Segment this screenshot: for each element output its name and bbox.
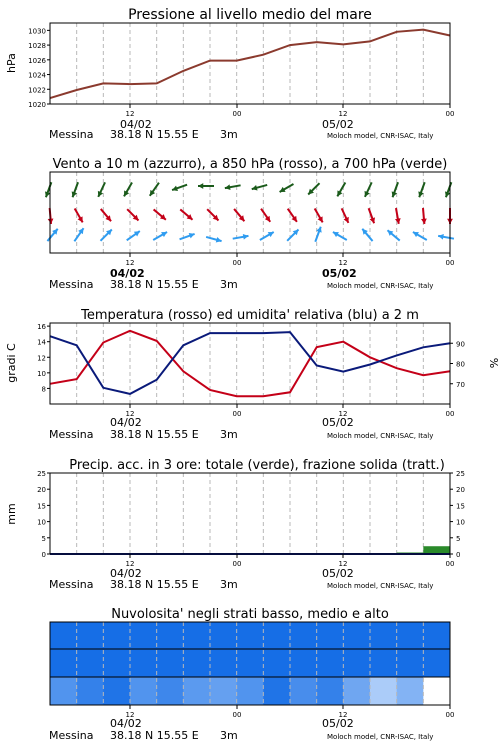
y-tick-label: 5 <box>456 534 461 543</box>
cloud-date-1: 04/02 <box>110 717 142 730</box>
cloud-cell <box>263 649 290 677</box>
cloud-cell <box>263 677 290 705</box>
y-tick-label: 10 <box>37 369 46 378</box>
y-tick-label: 5 <box>41 534 46 543</box>
cloud-cell <box>343 649 370 677</box>
temp-coords: 38.18 N 15.55 E <box>110 428 199 441</box>
pressure-elev: 3m <box>220 128 238 141</box>
x-tick-label: 00 <box>232 711 242 719</box>
precip-coords: 38.18 N 15.55 E <box>110 578 199 591</box>
cloud-cell <box>77 649 104 677</box>
cloud-cell <box>423 622 450 649</box>
cloud-cell <box>290 649 317 677</box>
x-tick-label: 12 <box>338 259 348 267</box>
pressure-line <box>50 30 450 99</box>
temp-panel <box>5 308 500 441</box>
temp-date-2: 05/02 <box>322 416 354 429</box>
wind-10m-arrow <box>438 234 454 240</box>
precip-frame <box>50 473 450 554</box>
wind-850-arrow <box>315 209 323 223</box>
x-tick-label: 12 <box>338 410 348 418</box>
cloud-cell <box>397 677 424 705</box>
wind-title: Vento a 10 m (azzurro), a 850 hPa (rosso), a 700 hPa (verde) <box>52 157 448 172</box>
cloud-cell <box>290 677 317 705</box>
wind-850-arrow <box>207 209 218 220</box>
wind-date-2: 05/02 <box>322 267 357 280</box>
y-tick-label: 1020 <box>28 101 46 109</box>
cloud-cell <box>183 622 210 649</box>
x-tick-label: 00 <box>232 259 242 267</box>
wind-700-arrow <box>198 183 214 189</box>
y-tick-label: 16 <box>37 323 46 332</box>
y-tick-label: 10 <box>456 518 465 527</box>
pressure-ylabel: hPa <box>5 53 18 73</box>
temp-elev: 3m <box>220 428 238 441</box>
cloud-panel <box>49 607 454 742</box>
cloud-cell <box>210 622 237 649</box>
humidity-line <box>50 332 450 394</box>
cloud-cell <box>77 622 104 649</box>
pressure-panel <box>5 7 454 141</box>
wind-frame <box>50 172 450 253</box>
temp-title: Temperatura (rosso) ed umidita' relativa (blu) a 2 m <box>81 308 419 323</box>
wind-850-arrow <box>234 209 244 221</box>
wind-10m-arrow <box>153 232 167 240</box>
x-tick-label: 00 <box>232 410 242 418</box>
wind-700-arrow <box>280 184 294 192</box>
x-tick-label: 00 <box>445 711 455 719</box>
cloud-cell <box>183 677 210 705</box>
cloud-title: Nuvolosita' negli strati basso, medio e alto <box>111 607 389 622</box>
wind-model: Moloch model, CNR-ISAC, Italy <box>327 282 434 290</box>
temp-ylabel: gradi C <box>5 343 18 383</box>
cloud-cell <box>183 649 210 677</box>
cloud-coords: 38.18 N 15.55 E <box>110 729 199 742</box>
cloud-cell <box>397 649 424 677</box>
precip-panel <box>5 458 465 591</box>
y-tick-label: 25 <box>37 470 46 478</box>
wind-850-arrow <box>101 209 111 221</box>
y-tick-label: 10 <box>37 518 46 527</box>
wind-10m-arrow <box>362 229 372 241</box>
wind-700-arrow <box>172 185 187 191</box>
wind-700-arrow <box>365 182 372 197</box>
wind-850-arrow <box>395 208 401 224</box>
y-tick-label: 80 <box>456 360 465 369</box>
wind-850-arrow <box>288 209 297 222</box>
y-tick-label: 1026 <box>28 56 46 65</box>
x-tick-label: 00 <box>232 560 242 568</box>
cloud-site: Messina <box>49 729 94 742</box>
precip-date-2: 05/02 <box>322 567 354 580</box>
y-tick-label: 1022 <box>28 86 46 95</box>
precip-model: Moloch model, CNR-ISAC, Italy <box>327 582 434 590</box>
wind-700-arrow <box>308 183 319 194</box>
x-tick-label: 00 <box>232 110 242 118</box>
wind-850-arrow <box>180 209 192 219</box>
cloud-cell <box>290 622 317 649</box>
y-tick-label: 20 <box>37 486 46 495</box>
humidity-ylabel: % <box>487 357 500 369</box>
y-tick-label: 20 <box>456 486 465 495</box>
y-tick-label: 90 <box>456 340 465 349</box>
wind-700-arrow <box>98 182 105 197</box>
pressure-date-2: 05/02 <box>322 118 354 131</box>
wind-10m-arrow <box>74 228 83 241</box>
pressure-date-1: 04/02 <box>120 118 152 131</box>
cloud-cell <box>157 622 184 649</box>
wind-850-arrow <box>261 209 270 222</box>
precip-date-1: 04/02 <box>110 567 142 580</box>
wind-10m-arrow <box>260 232 274 240</box>
wind-10m-arrow <box>206 237 221 243</box>
cloud-cell <box>50 677 77 705</box>
y-tick-label: 1028 <box>28 42 46 51</box>
precip-ylabel: mm <box>5 503 18 525</box>
wind-coords: 38.18 N 15.55 E <box>110 278 199 291</box>
x-tick-label: 12 <box>125 711 135 719</box>
wind-850-arrow <box>127 209 138 220</box>
cloud-date-2: 05/02 <box>322 717 354 730</box>
x-tick-label: 12 <box>125 560 135 568</box>
wind-site: Messina <box>49 278 94 291</box>
cloud-cell <box>130 677 157 705</box>
y-tick-label: 15 <box>456 502 465 511</box>
wind-10m-arrow <box>413 232 427 240</box>
wind-700-arrow <box>225 184 241 190</box>
cloud-cell <box>423 677 450 705</box>
x-tick-label: 12 <box>125 259 135 267</box>
x-tick-label: 12 <box>125 410 135 418</box>
y-tick-label: 14 <box>37 338 46 347</box>
precip-site: Messina <box>49 578 94 591</box>
x-tick-label: 12 <box>338 560 348 568</box>
cloud-cell <box>77 677 104 705</box>
y-tick-label: 0 <box>41 551 46 559</box>
precip-elev: 3m <box>220 578 238 591</box>
wind-elev: 3m <box>220 278 238 291</box>
wind-850-arrow <box>48 208 54 224</box>
cloud-cell <box>370 649 397 677</box>
cloud-cell <box>103 649 130 677</box>
cloud-cell <box>50 649 77 677</box>
wind-10m-arrow <box>287 230 298 241</box>
wind-10m-arrow <box>47 229 57 241</box>
wind-700-arrow <box>337 183 345 197</box>
x-tick-label: 00 <box>445 410 455 418</box>
cloud-cell <box>397 622 424 649</box>
wind-10m-arrow <box>101 230 112 241</box>
y-tick-label: 0 <box>456 551 461 559</box>
temp-model: Moloch model, CNR-ISAC, Italy <box>327 432 434 440</box>
pressure-coords: 38.18 N 15.55 E <box>110 128 199 141</box>
x-tick-label: 00 <box>445 110 455 118</box>
wind-10m-arrow <box>127 231 140 240</box>
y-tick-label: 12 <box>37 354 46 363</box>
cloud-cell <box>237 649 264 677</box>
precip-title: Precip. acc. in 3 ore: totale (verde), frazione solida (tratt.) <box>69 458 445 473</box>
cloud-cell <box>343 677 370 705</box>
y-tick-label: 1030 <box>28 27 46 36</box>
x-tick-label: 12 <box>338 711 348 719</box>
wind-10m-arrow <box>233 234 249 240</box>
wind-10m-arrow <box>333 232 347 240</box>
cloud-cell <box>370 677 397 705</box>
wind-850-arrow <box>75 209 83 223</box>
pressure-site: Messina <box>49 128 94 141</box>
wind-date-1: 04/02 <box>110 267 145 280</box>
cloud-cell <box>103 677 130 705</box>
wind-700-arrow <box>150 183 159 196</box>
cloud-cell <box>343 622 370 649</box>
y-tick-label: 25 <box>456 470 465 478</box>
y-tick-label: 70 <box>456 380 465 389</box>
wind-850-arrow <box>421 208 427 224</box>
cloud-cell <box>317 649 344 677</box>
x-tick-label: 12 <box>338 110 348 118</box>
cloud-cell <box>210 649 237 677</box>
cloud-elev: 3m <box>220 729 238 742</box>
temperature-line <box>50 331 450 396</box>
cloud-cell <box>237 622 264 649</box>
temp-frame <box>50 323 450 404</box>
wind-700-arrow <box>252 185 267 191</box>
pressure-model: Moloch model, CNR-ISAC, Italy <box>327 132 434 140</box>
wind-850-arrow <box>154 209 166 219</box>
x-tick-label: 00 <box>445 259 455 267</box>
cloud-cell <box>130 622 157 649</box>
cloud-cell <box>263 622 290 649</box>
cloud-cell <box>317 677 344 705</box>
y-tick-label: 15 <box>37 502 46 511</box>
temp-site: Messina <box>49 428 94 441</box>
x-tick-label: 12 <box>125 110 135 118</box>
cloud-cell <box>237 677 264 705</box>
cloud-cell <box>370 622 397 649</box>
cloud-model: Moloch model, CNR-ISAC, Italy <box>327 733 434 741</box>
cloud-cell <box>130 649 157 677</box>
cloud-cell <box>317 622 344 649</box>
pressure-title: Pressione al livello medio del mare <box>128 7 372 23</box>
wind-850-arrow <box>342 208 349 223</box>
cloud-cell <box>50 622 77 649</box>
cloud-cell <box>423 649 450 677</box>
cloud-cell <box>103 622 130 649</box>
x-tick-label: 00 <box>445 560 455 568</box>
cloud-cell <box>210 677 237 705</box>
wind-700-arrow <box>124 183 132 197</box>
y-tick-label: 1024 <box>28 71 46 80</box>
temp-date-1: 04/02 <box>110 416 142 429</box>
precip-bar <box>423 546 450 554</box>
wind-10m-arrow <box>180 233 195 239</box>
wind-panel <box>45 157 454 291</box>
wind-10m-arrow <box>387 230 399 240</box>
cloud-cell <box>157 677 184 705</box>
y-tick-label: 8 <box>41 385 46 394</box>
cloud-cell <box>157 649 184 677</box>
